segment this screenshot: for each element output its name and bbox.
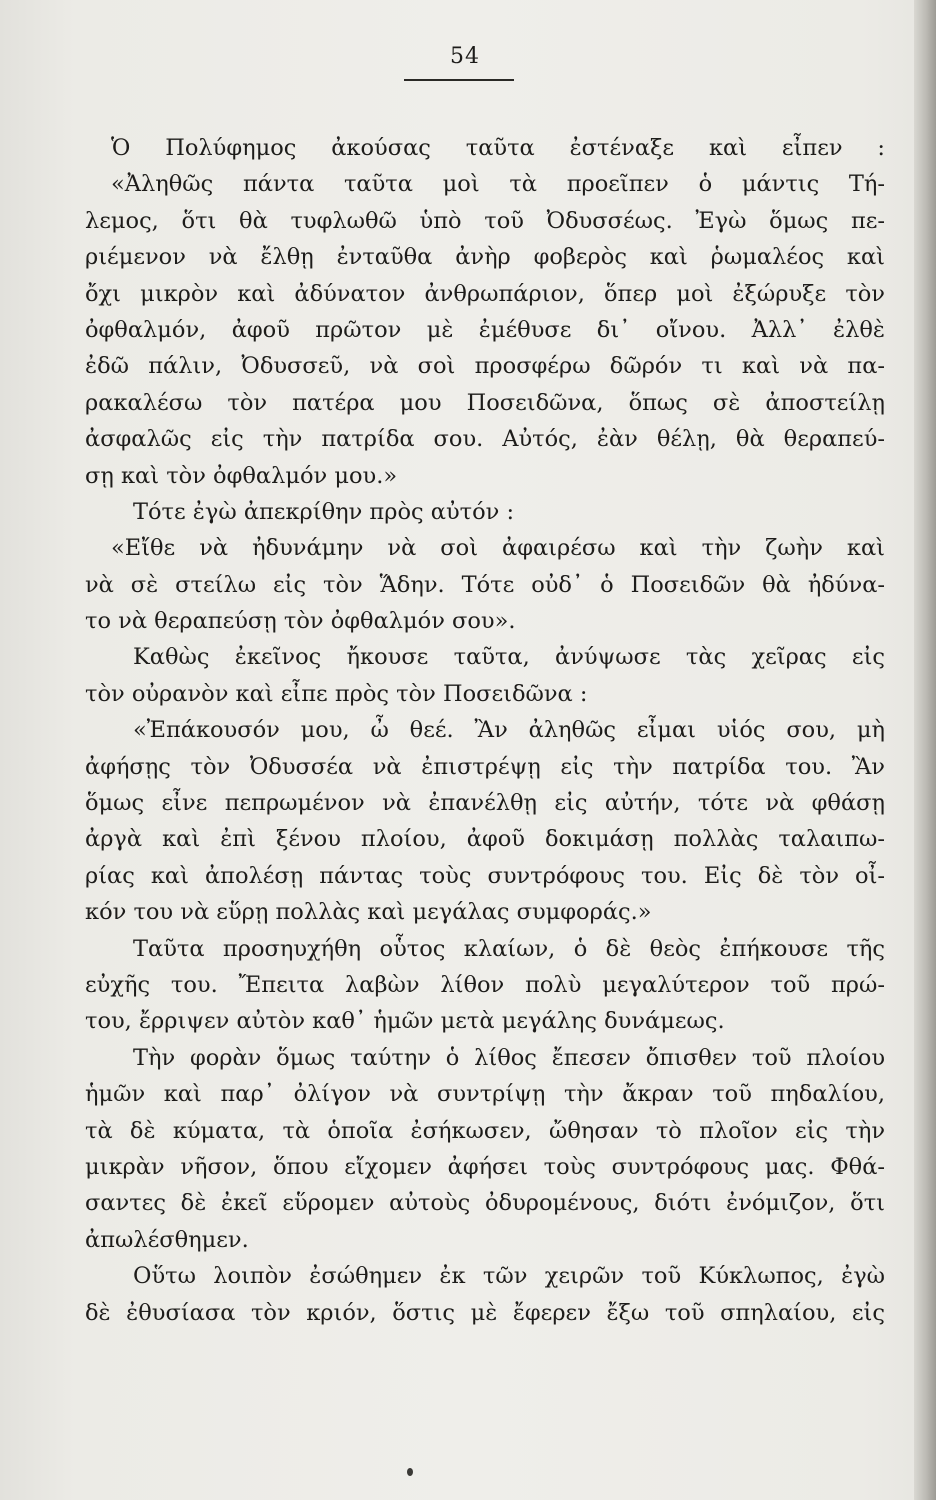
text-line: μικρὰν νῆσον, ὅπου εἴχομεν ἀφήσει τοὺς συντρόφους μας. Φθά- xyxy=(85,1153,885,1180)
text-line: τὰ δὲ κύματα, τὰ ὁποῖα ἐσήκωσεν, ὤθησαν τὸ πλοῖον εἰς τὴν xyxy=(85,1117,885,1144)
text-line: κόν του νὰ εὕρῃ πολλὰς καὶ μεγάλας συμφοράς.» xyxy=(85,899,652,926)
body-text xyxy=(85,130,885,1331)
text-line: Τότε ἐγὼ ἀπεκρίθην πρὸς αὐτόν : xyxy=(133,498,515,525)
text-line: τὸν οὐρανὸν καὶ εἶπε πρὸς τὸν Ποσειδῶνα : xyxy=(85,680,588,707)
text-line: δὲ ἐθυσίασα τὸν κριόν, ὅστις μὲ ἔφερεν ἔξω τοῦ σπηλαίου, εἰς xyxy=(85,1299,885,1326)
text-line: ἀσφαλῶς εἰς τὴν πατρίδα σου. Αὐτός, ἐὰν θέλῃ, θὰ θεραπεύ- xyxy=(85,426,885,453)
text-line: ριέμενον νὰ ἔλθῃ ἐνταῦθα ἀνὴρ φοβερὸς καὶ ῥωμαλέος καὶ xyxy=(85,244,885,271)
text-line: Οὕτω λοιπὸν ἐσώθημεν ἐκ τῶν χειρῶν τοῦ Κύκλωπος, ἐγὼ xyxy=(133,1263,885,1290)
text-line: ἐδῶ πάλιν, Ὀδυσσεῦ, νὰ σοὶ προσφέρω δῶρόν τι καὶ νὰ πα- xyxy=(85,353,885,380)
text-line: Τὴν φορὰν ὅμως ταύτην ὁ λίθος ἔπεσεν ὄπισθεν τοῦ πλοίου xyxy=(133,1044,885,1071)
text-line: εὐχῆς του. Ἔπειτα λαβὼν λίθον πολὺ μεγαλύτερον τοῦ πρώ- xyxy=(85,971,885,998)
text-line: ὄχι μικρὸν καὶ ἀδύνατον ἀνθρωπάριον, ὅπερ μοὶ ἐξώρυξε τὸν xyxy=(85,280,885,307)
text-line: ὅμως εἶνε πεπρωμένον νὰ ἐπανέλθῃ εἰς αὐτήν, τότε νὰ φθάσῃ xyxy=(85,790,885,817)
ink-speck xyxy=(407,1468,413,1476)
text-line: ἀργὰ καὶ ἐπὶ ξένου πλοίου, ἀφοῦ δοκιμάσῃ πολλὰς ταλαιπω- xyxy=(85,826,885,853)
text-line: σῃ καὶ τὸν ὀφθαλμόν μου.» xyxy=(85,462,398,489)
page-number: 54 xyxy=(450,44,480,69)
text-line: ἡμῶν καὶ παρ᾽ ὀλίγον νὰ συντρίψῃ τὴν ἄκραν τοῦ πηδαλίου, xyxy=(85,1081,885,1108)
text-line: «Ἐπάκουσόν μου, ὦ θεέ. Ἂν ἀληθῶς εἶμαι υἱός σου, μὴ xyxy=(133,717,885,744)
text-line: Καθὼς ἐκεῖνος ἤκουσε ταῦτα, ἀνύψωσε τὰς χεῖρας εἰς xyxy=(133,644,885,671)
text-line: ρακαλέσω τὸν πατέρα μου Ποσειδῶνα, ὅπως σὲ ἀποστείλῃ xyxy=(85,389,885,416)
text-line: λεμος, ὅτι θὰ τυφλωθῶ ὑπὸ τοῦ Ὀδυσσέως. Ἐγὼ ὅμως πε- xyxy=(85,207,885,234)
text-line: Ὁ Πολύφημος ἀκούσας ταῦτα ἐστέναξε καὶ εἶπεν : xyxy=(111,135,885,161)
page-edge-shadow xyxy=(914,0,936,1500)
text-line: ρίας καὶ ἀπολέσῃ πάντας τοὺς συντρόφους του. Εἰς δὲ τὸν οἶ- xyxy=(85,862,885,889)
text-line: Ταῦτα προσηυχήθη οὗτος κλαίων, ὁ δὲ θεὸς ἐπήκουσε τῆς xyxy=(133,935,885,962)
text-line: σαντες δὲ ἐκεῖ εὕρομεν αὐτοὺς ὀδυρομένους, διότι ἐνόμιζον, ὅτι xyxy=(85,1190,885,1217)
text-line: το νὰ θεραπεύσῃ τὸν ὀφθαλμόν σου». xyxy=(85,608,516,635)
text-line: του, ἔρριψεν αὐτὸν καθ᾽ ἡμῶν μετὰ μεγάλης δυνάμεως. xyxy=(85,1008,725,1035)
text-line: «Εἴθε νὰ ἠδυνάμην νὰ σοὶ ἀφαιρέσω καὶ τὴν ζωὴν καὶ xyxy=(111,535,885,562)
text-line: ὀφθαλμόν, ἀφοῦ πρῶτον μὲ ἐμέθυσε δι᾽ οἴνου. Ἀλλ᾽ ἐλθὲ xyxy=(85,316,885,343)
text-line: νὰ σὲ στείλω εἰς τὸν Ἅδην. Τότε οὐδ᾽ ὁ Ποσειδῶν θὰ ἠδύνα- xyxy=(85,571,885,598)
text-line: ἀπωλέσθημεν. xyxy=(85,1226,249,1253)
text-line: ἀφήσῃς τὸν Ὀδυσσέα νὰ ἐπιστρέψῃ εἰς τὴν πατρίδα του. Ἂν xyxy=(85,753,885,780)
page-number-rule xyxy=(404,79,514,81)
text-line: «Ἀληθῶς πάντα ταῦτα μοὶ τὰ προεῖπεν ὁ μάντις Τή- xyxy=(111,171,885,198)
